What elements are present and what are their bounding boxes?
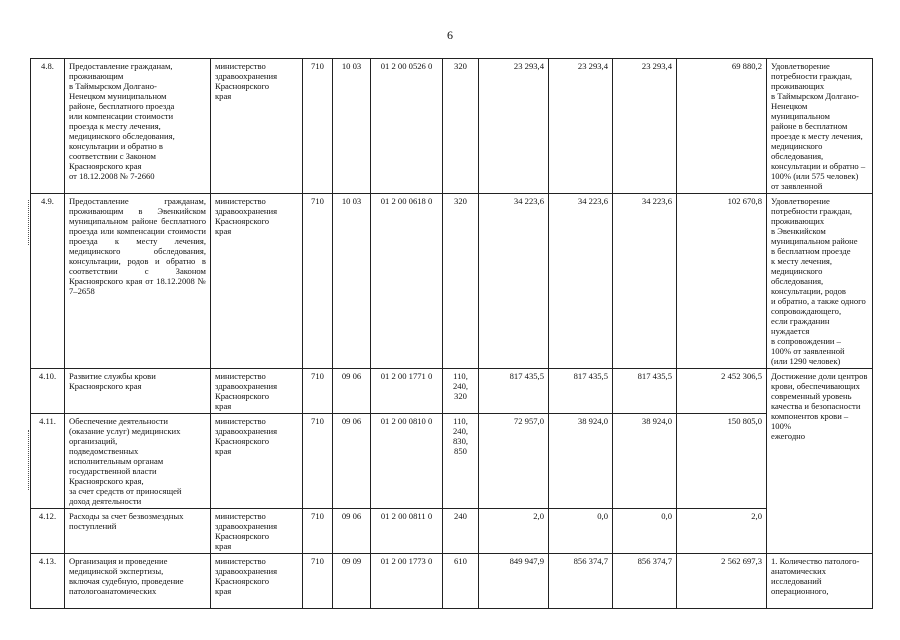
year2-amount: 34 223,6 (549, 194, 613, 369)
grbs-code: 710 (303, 194, 333, 369)
budget-table (30, 58, 873, 609)
section-code: 10 03 (333, 59, 371, 194)
target-article-code: 01 2 00 0810 0 (371, 414, 443, 509)
grbs-code: 710 (303, 554, 333, 609)
section-code: 10 03 (333, 194, 371, 369)
expected-result: Достижение доли центров крови, обеспечивающих современный уровень качества и безопасности компонентов крови –100% ежегодно (767, 369, 873, 554)
total-amount: 2,0 (677, 509, 767, 554)
expected-result: Удовлетворение потребности граждан, проживающих в Таймырском Долгано- Ненецком муниципальном районе в бесплатном проезде к месту лечения, медицинского обследования, консультации и обратно – 100% (или 575 человек) от заявленной (767, 59, 873, 194)
total-amount: 150 805,0 (677, 414, 767, 509)
year3-amount: 856 374,7 (613, 554, 677, 609)
measure-description: Обеспечение деятельности (оказание услуг) медицинских организаций, подведомственных исполнительным органам государственной власти Красноярского края, за счет средств от приносящей доход деятельности (65, 414, 211, 509)
expense-type-code: 240 (443, 509, 479, 554)
total-amount: 102 670,8 (677, 194, 767, 369)
table-row (31, 414, 873, 509)
measure-description: Развитие службы крови Красноярского края (65, 369, 211, 414)
target-article-code: 01 2 00 1771 0 (371, 369, 443, 414)
year2-amount: 38 924,0 (549, 414, 613, 509)
responsible-ministry: министерство здравоохранения Красноярского края (211, 369, 303, 414)
table-row (31, 509, 873, 554)
expense-type-code: 110, 240, 830, 850 (443, 414, 479, 509)
year2-amount: 0,0 (549, 509, 613, 554)
measure-description: Расходы за счет безвозмездных поступлений (65, 509, 211, 554)
page-number: 6 (447, 28, 453, 42)
row-number: 4.8. (31, 59, 65, 194)
row-number: 4.13. (31, 554, 65, 609)
row-number: 4.12. (31, 509, 65, 554)
table-row (31, 59, 873, 194)
row-number: 4.11. (31, 414, 65, 509)
expense-type-code: 110, 240, 320 (443, 369, 479, 414)
total-amount: 2 452 306,5 (677, 369, 767, 414)
measure-description: Предоставление гражданам, проживающим в Эвенкийском муниципальном районе бесплатного проезда или компенсации стоимости проезда к месту лечения, медицинского обследования, консультации, родов и обратно в соответствии с Законом Красноярского края от 18.12.2008 № 7–2658 (65, 194, 211, 369)
row-number: 4.10. (31, 369, 65, 414)
year1-amount: 817 435,5 (479, 369, 549, 414)
section-code: 09 06 (333, 369, 371, 414)
year2-amount: 817 435,5 (549, 369, 613, 414)
responsible-ministry: министерство здравоохранения Красноярского края (211, 59, 303, 194)
year2-amount: 856 374,7 (549, 554, 613, 609)
measure-description: Предоставление гражданам, проживающим в Таймырском Долгано- Ненецком муниципальном районе, бесплатного проезда или компенсации стоимости проезда к месту лечения, медицинского обследования, консультации и обратно в соответствии с Законом Красноярского края от 18.12.2008 № 7-2660 (65, 59, 211, 194)
year3-amount: 817 435,5 (613, 369, 677, 414)
year3-amount: 0,0 (613, 509, 677, 554)
year3-amount: 23 293,4 (613, 59, 677, 194)
year1-amount: 72 957,0 (479, 414, 549, 509)
row-number: 4.9. (31, 194, 65, 369)
grbs-code: 710 (303, 509, 333, 554)
expense-type-code: 320 (443, 59, 479, 194)
table-row (31, 194, 873, 369)
target-article-code: 01 2 00 0526 0 (371, 59, 443, 194)
section-code: 09 09 (333, 554, 371, 609)
responsible-ministry: министерство здравоохранения Красноярского края (211, 414, 303, 509)
expected-result: Удовлетворение потребности граждан, проживающих в Эвенкийском муниципальном районе в бесплатном проезде к месту лечения, медицинского обследования, консультации, родов и обратно, а также одного сопровождающего, если гражданин нуждается в сопровождении – 100% от заявленной (или 1290 человек) (767, 194, 873, 369)
expense-type-code: 610 (443, 554, 479, 609)
target-article-code: 01 2 00 1773 0 (371, 554, 443, 609)
table-row (31, 369, 873, 414)
year1-amount: 2,0 (479, 509, 549, 554)
year3-amount: 34 223,6 (613, 194, 677, 369)
responsible-ministry: министерство здравоохранения Красноярского края (211, 194, 303, 369)
year1-amount: 34 223,6 (479, 194, 549, 369)
year1-amount: 23 293,4 (479, 59, 549, 194)
grbs-code: 710 (303, 414, 333, 509)
grbs-code: 710 (303, 369, 333, 414)
year3-amount: 38 924,0 (613, 414, 677, 509)
grbs-code: 710 (303, 59, 333, 194)
year2-amount: 23 293,4 (549, 59, 613, 194)
section-code: 09 06 (333, 414, 371, 509)
year1-amount: 849 947,9 (479, 554, 549, 609)
responsible-ministry: министерство здравоохранения Красноярского края (211, 509, 303, 554)
target-article-code: 01 2 00 0811 0 (371, 509, 443, 554)
total-amount: 2 562 697,3 (677, 554, 767, 609)
target-article-code: 01 2 00 0618 0 (371, 194, 443, 369)
expected-result: 1. Количество патолого- анатомических исследований операционного, (767, 554, 873, 609)
section-code: 09 06 (333, 509, 371, 554)
responsible-ministry: министерство здравоохранения Красноярского края (211, 554, 303, 609)
total-amount: 69 880,2 (677, 59, 767, 194)
expense-type-code: 320 (443, 194, 479, 369)
table-row (31, 554, 873, 609)
measure-description: Организация и проведение медицинской экспертизы, включая судебную, проведение патологоанатомических (65, 554, 211, 609)
